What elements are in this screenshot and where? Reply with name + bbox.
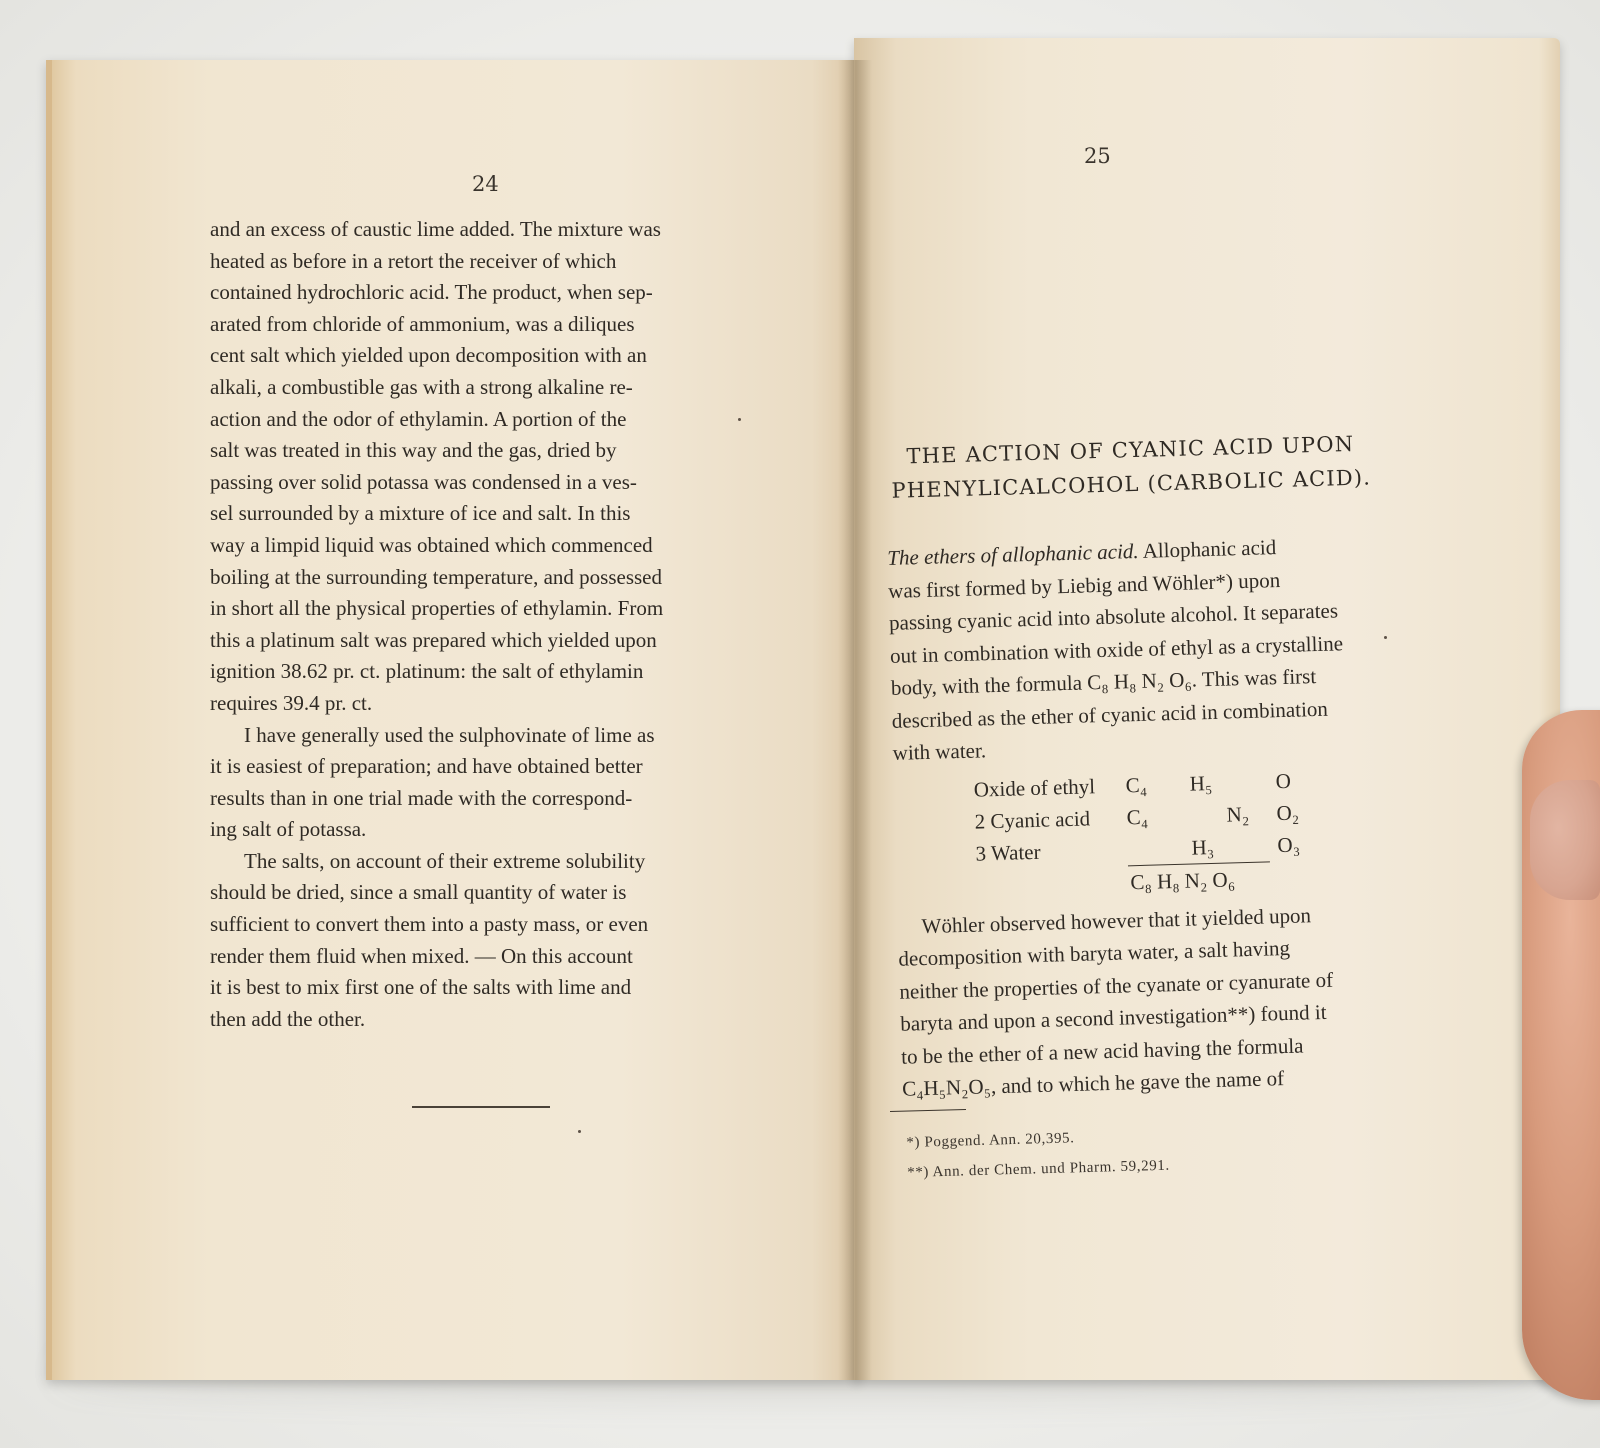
left-paragraph (210, 720, 740, 846)
text-line: salt was treated in this way and the gas, dried by (210, 438, 617, 463)
formula-hydrogen (1190, 798, 1227, 831)
text-line: C₄H₅N₂O₅, and to which he gave the name of (901, 1066, 1285, 1101)
text-line: way a limpid liquid was obtained which commenced (210, 532, 653, 557)
text-line: baryta and upon a second investigation**) found it (899, 999, 1327, 1036)
text-line: out in combination with oxide of ethyl as a crystalline (889, 630, 1344, 668)
text-line: ing salt of potassa. (210, 817, 367, 842)
text-line: contained hydrochloric acid. The product, when sep- (210, 280, 653, 305)
text-line: results than in one trial made with the correspond- (210, 785, 633, 810)
footnote: **) Ann. der Chem. und Pharm. 59,291. (907, 1157, 1170, 1181)
formula-carbon (1127, 831, 1192, 865)
paper-speck (1384, 636, 1387, 639)
text-line: in short all the physical properties of ethylamin. From (210, 596, 664, 621)
heading-line: PHENYLICALCOHOL (CARBOLIC ACID). (891, 465, 1372, 503)
text-line: it is best to mix first one of the salts with lime and (210, 975, 632, 1000)
formula-nitrogen (1225, 765, 1276, 798)
text-line: action and the odor of ethylamin. A portion of the (210, 406, 627, 431)
formula-oxygen: O (1275, 768, 1292, 793)
formula-carbon: C₄ (1126, 804, 1149, 829)
text-line: passing over solid potassa was condensed in a ves- (210, 469, 637, 494)
text-line: this a platinum salt was prepared which yielded upon (210, 627, 657, 652)
right-page-text (887, 528, 1395, 1105)
paper-speck (738, 418, 741, 421)
section-end-rule (412, 1106, 550, 1108)
formula-table (973, 762, 1388, 902)
text-line: decomposition with baryta water, a salt having (898, 935, 1291, 971)
right-page-body (884, 426, 1394, 1105)
paper-speck (578, 1130, 581, 1133)
right-page-number: 25 (1084, 144, 1111, 168)
formula-carbon: C₄ (1125, 772, 1148, 797)
left-paragraph (210, 214, 740, 720)
text-line: Wöhler observed however that it yielded upon (921, 902, 1312, 938)
text-line: body, with the formula C₈ H₈ N₂ O₆. This was first (890, 664, 1317, 700)
text-line: to be the ether of a new acid having the formula (900, 1033, 1304, 1069)
text-line: The salts, on account of their extreme solubility (244, 848, 646, 873)
text-line: I have generally used the sulphovinate of lime as (244, 722, 655, 747)
left-page-number: 24 (472, 172, 499, 196)
text-line: was first formed by Liebig and Wöhler*) upon (887, 567, 1281, 603)
text-line: ignition 38.62 pr. ct. platinum: the salt of ethylamin (210, 659, 644, 684)
text-line: and an excess of caustic lime added. The mixture was (210, 217, 661, 241)
left-paragraph (210, 846, 740, 1036)
text-line: should be dried, since a small quantity of water is (210, 880, 627, 905)
formula-hydrogen: H₅ (1189, 770, 1213, 796)
paragraph-allophanic (887, 528, 1385, 769)
text-line: cent salt which yielded upon decomposition with an (210, 343, 647, 368)
thumb-nail (1530, 780, 1600, 900)
text-line: sufficient to convert them into a pasty mass, or even (210, 912, 649, 937)
formula-nitrogen (1227, 829, 1278, 862)
formula-label: 2 Cyanic acid (974, 805, 1091, 834)
formula-total: C₈ H₈ N₂ O₆ (1128, 861, 1271, 898)
text-line: neither the properties of the cyanate or cyanurate of (899, 967, 1334, 1004)
italic-lead: The ethers of allophanic acid. (886, 538, 1139, 570)
article-heading (884, 426, 1378, 508)
text-line: described as the ether of cyanic acid in combination (891, 696, 1329, 733)
formula-label: Oxide of ethyl (973, 773, 1096, 802)
formula-hydrogen: H₃ (1191, 834, 1215, 860)
heading-line: THE ACTION OF CYANIC ACID UPON (906, 431, 1355, 469)
footnote: *) Poggend. Ann. 20,395. (906, 1130, 1075, 1151)
text-line: sel surrounded by a mixture of ice and salt. In this (210, 501, 631, 526)
text-line: then add the other. (210, 1006, 366, 1031)
formula-oxygen: O₂ (1276, 800, 1300, 825)
text-line: Allophanic acid (1138, 535, 1277, 563)
text-line: with water. (892, 738, 987, 765)
text-line: alkali, a combustible gas with a strong alkaline re- (210, 374, 633, 399)
text-line: heated as before in a retort the receiver of which (210, 248, 617, 273)
formula-label: 3 Water (975, 839, 1041, 866)
left-page-text (210, 214, 740, 1035)
text-line: boiling at the surrounding temperature, and possessed (210, 564, 662, 589)
book-gutter (838, 60, 872, 1380)
text-line: arated from chloride of ammonium, was a diliques (210, 311, 635, 336)
text-line: it is easiest of preparation; and have obtained better (210, 754, 643, 779)
formula-nitrogen: N₂ (1226, 801, 1250, 827)
text-line: requires 39.4 pr. ct. (210, 690, 373, 715)
formula-oxygen: O₃ (1277, 832, 1301, 857)
paragraph-wohler (897, 897, 1394, 1106)
footnotes (906, 1118, 1268, 1188)
text-line: passing cyanic acid into absolute alcohol. It separates (888, 598, 1339, 635)
text-line: render them fluid when mixed. — On this account (210, 943, 633, 968)
